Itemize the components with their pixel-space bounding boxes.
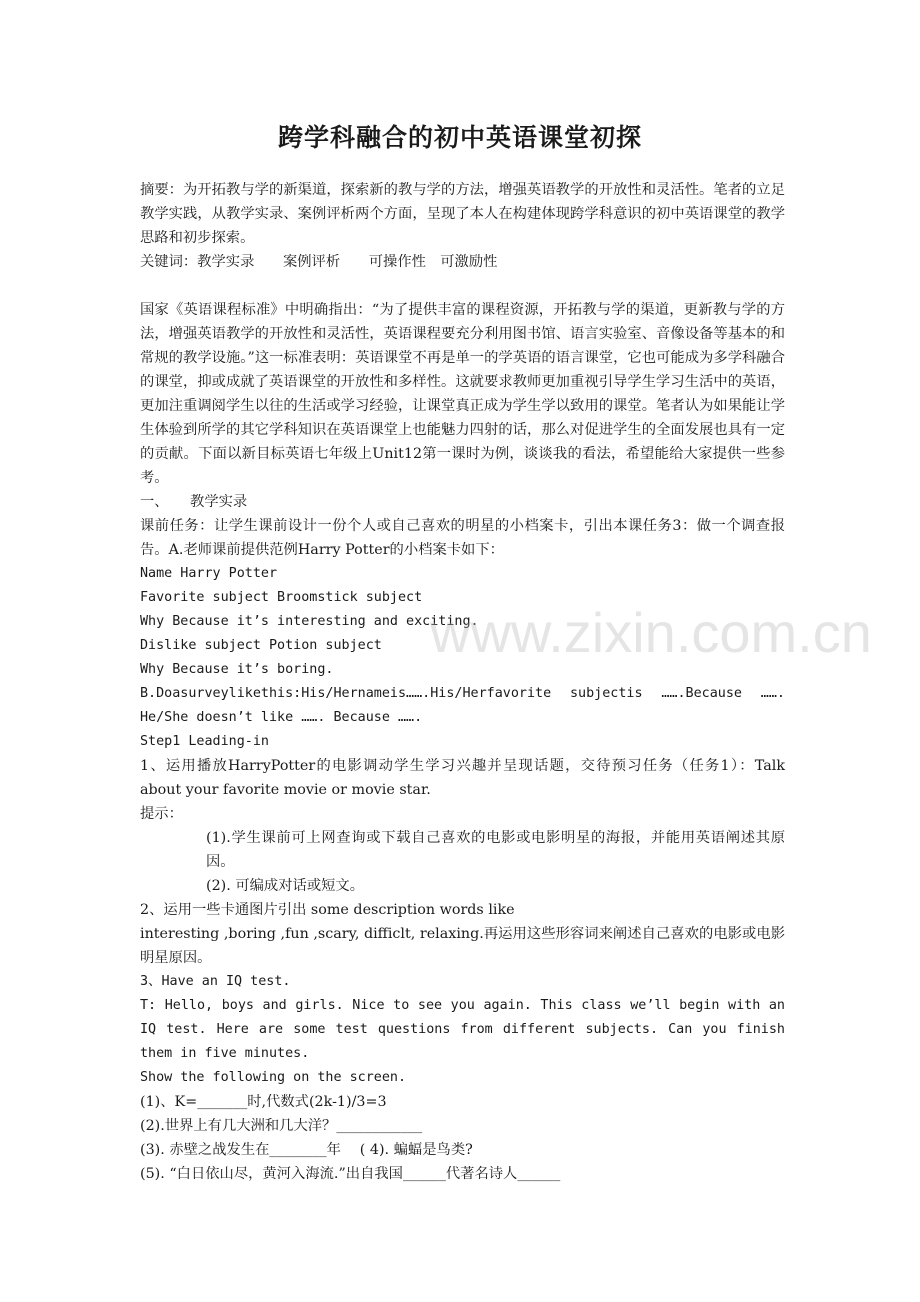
card-line: Favorite subject Broomstick subject <box>140 590 423 605</box>
survey-template: B.Doasurveylikethis:His/Hernameis…….His/Herfavorite subjectis …….Because ……. He/She doesn’t like ……. Because ……. <box>140 686 785 725</box>
card-line: Name Harry Potter <box>140 566 278 581</box>
hint-1: (1).学生课前可上网查询或下载自己喜欢的电影或电影明星的海报，并能用英语阐述其原因。 <box>206 830 785 870</box>
keywords: 关键词：教学实录 案例评析 可操作性 可激励性 <box>140 254 498 270</box>
teacher-speech: T: Hello, boys and girls. Nice to see you again. This class we’ll begin with an IQ test. Here are some test questions from different subjects. Can you finish them in five minutes. <box>140 998 785 1061</box>
hint-label: 提示： <box>140 806 183 822</box>
intro-paragraph: 国家《英语课程标准》中明确指出：“为了提供丰富的课程资源，开拓教与学的渠道，更新教与学的方法，增强英语教学的开放性和灵活性，英语课程要充分利用图书馆、语言实验室、音像设备等基本的和常规的教学设施。”这一标准表明：英语课堂不再是单一的学英语的语言课堂，它也可能成为多学科融合的课堂，抑或成就了英语课堂的开放性和多样性。这就要求教师更加重视引导学生学习生活中的英语，更加注重调阅学生以往的生活或学习经验，让课堂真正成为学生学以致用的课堂。笔者认为如果能让学生体验到所学的其它学科知识在英语课堂上也能魅力四射的话，那么对促进学生的全面发展也具有一定的贡献。下面以新目标英语七年级上Unit12第一课时为例，谈谈我的看法，希望能给大家提供一些参考。 <box>140 302 785 486</box>
spacer <box>140 274 785 298</box>
pre-class-task: 课前任务：让学生课前设计一份个人或自己喜欢的明星的小档案卡，引出本课任务3：做一个调查报告。A.老师课前提供范例Harry Potter的小档案卡如下： <box>140 518 785 558</box>
section-heading: 一、 教学实录 <box>140 494 248 510</box>
leading-in-item-1: 1、运用播放HarryPotter的电影调动学生学习兴趣并呈现话题，交待预习任务（任务1）：Talk about your favorite movie or movie star. <box>140 758 785 798</box>
leading-in-item-2b: interesting ,boring ,fun ,scary, difficlt, relaxing.再运用这些形容词来阐述自己喜欢的电影或电影明星原因。 <box>140 926 785 966</box>
question-1: (1)、K=_______时,代数式(2k-1)/3=3 <box>140 1094 387 1110</box>
hint-2: (2). 可编成对话或短文。 <box>206 878 365 894</box>
question-5: (5). “白日依山尽，黄河入海流.”出自我国______代著名诗人______ <box>140 1166 561 1182</box>
leading-in-item-2a: 2、运用一些卡通图片引出 some description words like <box>140 902 515 918</box>
question-3-4: (3). 赤壁之战发生在________年 ( 4). 蝙蝠是鸟类? <box>140 1142 473 1158</box>
card-line: Dislike subject Potion subject <box>140 638 382 653</box>
step-heading: Step1 Leading-in <box>140 734 269 749</box>
card-line: Why Because it’s boring. <box>140 662 334 677</box>
leading-in-item-3: 3、Have an IQ test. <box>140 974 291 989</box>
card-line: Why Because it’s interesting and exciting. <box>140 614 479 629</box>
watermark: www.zixin.com.cn <box>430 601 872 664</box>
show-instruction: Show the following on the screen. <box>140 1070 407 1085</box>
question-2: (2).世界上有几大洲和几大洋？____________ <box>140 1118 423 1134</box>
page-title: 跨学科融合的初中英语课堂初探 <box>277 123 642 152</box>
document-body <box>140 178 785 1186</box>
abstract: 摘要：为开拓教与学的新渠道，探索新的教与学的方法，增强英语教学的开放性和灵活性。笔者的立足教学实践，从教学实录、案例评析两个方面，呈现了本人在构建体现跨学科意识的初中英语课堂的教学思路和初步探索。 <box>140 182 785 246</box>
